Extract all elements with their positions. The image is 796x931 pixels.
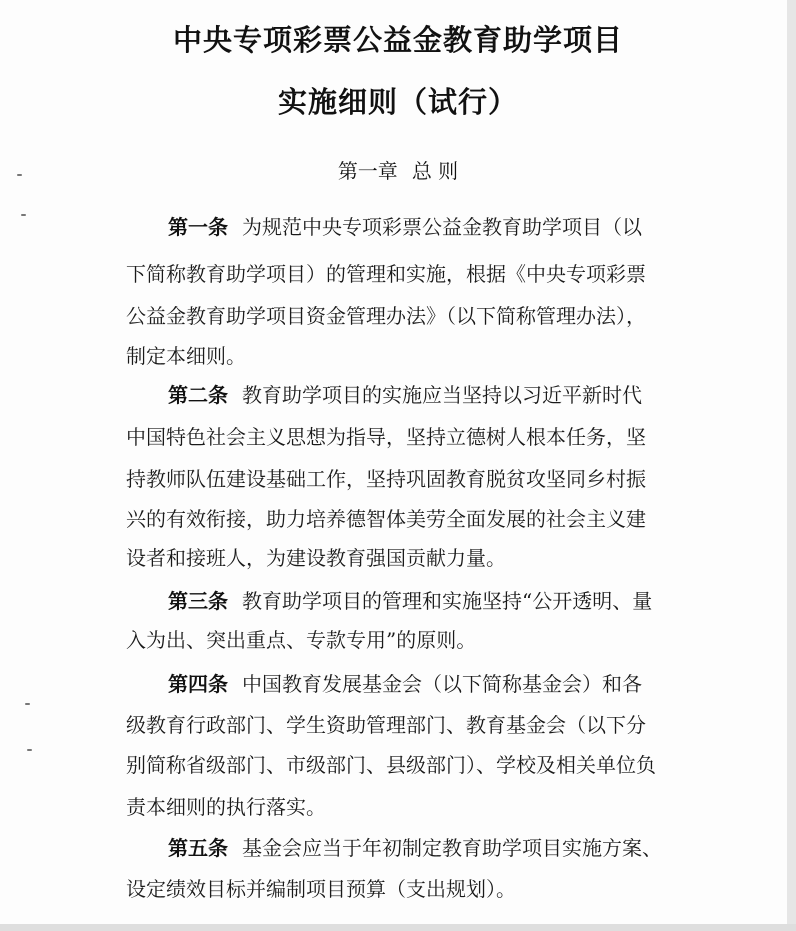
scan-edge-bottom: [0, 924, 796, 931]
article-2-line-3: 持教师队伍建设基础工作，坚持巩固教育脱贫攻坚同乡村振: [126, 467, 646, 491]
document-title-line-1: 中央专项彩票公益金教育助学项目: [172, 23, 623, 57]
article-2-line-1: [168, 382, 686, 408]
scan-edge-right: [787, 0, 796, 931]
article-1-line-2: 下简称教育助学项目）的管理和实施，根据《中央专项彩票: [126, 262, 646, 286]
chapter-name: 总 则: [411, 159, 459, 183]
scan-speck: [25, 703, 30, 705]
article-1-text: 为规范中央专项彩票公益金教育助学项目（以: [242, 215, 642, 239]
article-2-line-5: 设者和接班人，为建设教育强国贡献力量。: [126, 546, 506, 570]
article-5-label: 第五条: [168, 836, 228, 860]
article-1-line-3: 公益金教育助学项目资金管理办法》（以下简称管理办法），: [126, 304, 646, 328]
scan-speck: [27, 749, 32, 751]
article-4-line-1: [168, 671, 686, 697]
document-title-line-2: 实施细则（试行）: [277, 85, 518, 119]
article-2-text: 教育助学项目的实施应当坚持以习近平新时代: [242, 383, 642, 407]
article-4-text: 中国教育发展基金会（以下简称基金会）和各: [242, 672, 642, 696]
article-4-line-2: 级教育行政部门、学生资助管理部门、教育基金会（以下分: [126, 713, 646, 737]
article-3-line-2: 入为出、突出重点、专款专用”的原则。: [126, 628, 477, 652]
article-2-label: 第二条: [168, 383, 228, 407]
article-1-label: 第一条: [168, 215, 228, 239]
article-2-line-2: 中国特色社会主义思想为指导，坚持立德树人根本任务，坚: [126, 425, 646, 449]
article-4-line-4: 责本细则的执行落实。: [126, 795, 326, 819]
article-4-label: 第四条: [168, 672, 228, 696]
chapter-heading: [0, 155, 796, 184]
article-1-line-1: [168, 214, 686, 240]
article-3-line-1: [168, 588, 686, 614]
article-5-line-1: [168, 835, 686, 861]
article-3-label: 第三条: [168, 589, 228, 613]
article-2-line-4: 兴的有效衔接，助力培养德智体美劳全面发展的社会主义建: [126, 507, 646, 531]
scan-speck: [21, 214, 26, 216]
article-3-text: 教育助学项目的管理和实施坚持“公开透明、量: [242, 589, 653, 613]
article-1-line-4: 制定本细则。: [126, 344, 246, 368]
chapter-label: 第一章: [337, 159, 398, 183]
article-5-text: 基金会应当于年初制定教育助学项目实施方案、: [242, 836, 662, 860]
article-4-line-3: 别简称省级部门、市级部门、县级部门）、学校及相关单位负: [126, 753, 656, 777]
article-5-line-2: 设定绩效目标并编制项目预算（支出规划）。: [126, 877, 516, 901]
